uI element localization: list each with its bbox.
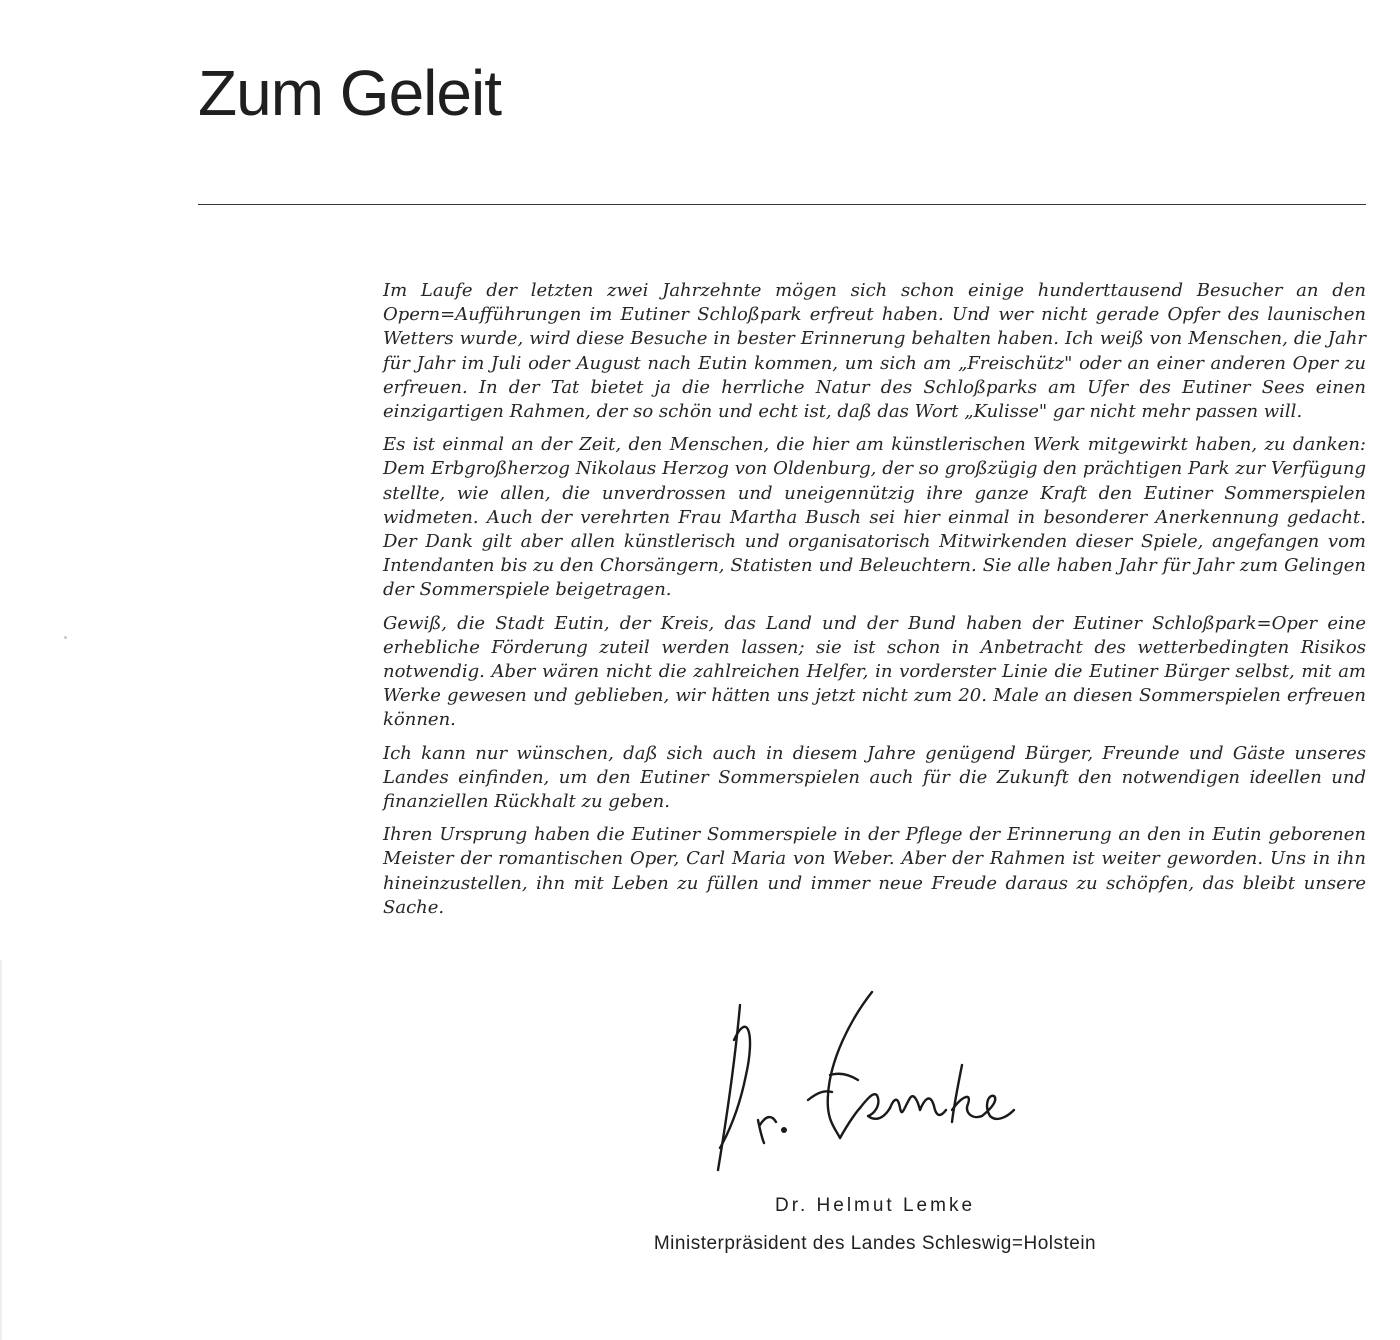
page-edge-shadow: [0, 960, 2, 1340]
author-title: Ministerpräsident des Landes Schleswig=Holstein: [653, 1233, 1097, 1254]
handwritten-signature: [700, 980, 1100, 1180]
scan-speck: [64, 636, 67, 639]
title-divider: [198, 204, 1366, 205]
paragraph: Gewiß, die Stadt Eutin, der Kreis, das Land und der Bund haben der Eutiner Schloßpark=Oper eine erhebliche Förderung zuteil werden lassen; sie ist schon in Anbetracht des wetterbedingten Risikos notwendig. Aber wären nicht die zahlreichen Helfer, in vorderster Linie die Eutiner Bürger selbst, mit am Werke gewesen und geblieben, wir hätten uns jetzt nicht zum 20. Male an diesen Sommerspielen erfreuen können.: [383, 612, 1366, 731]
page-title: Zum Geleit: [198, 57, 501, 129]
paragraph: Im Laufe der letzten zwei Jahrzehnte mögen sich schon einige hunderttausend Besucher an den Opern=Aufführungen im Eutiner Schloßpark erfreut haben. Und wer nicht gerade Opfer des launischen Wetters wurde, wird diese Besuche in bester Erinnerung behalten haben. Ich weiß von Menschen, die Jahr für Jahr im Juli oder August nach Eutin kommen, um sich am „Freischütz" oder an einer anderen Oper zu erfreuen. In der Tat bietet ja die herrliche Natur des Schloßparks am Ufer des Eutiner Sees einen einzigartigen Rahmen, der so schön und echt ist, daß das Wort „Kulisse" gar nicht mehr passen will.: [383, 280, 1366, 423]
paragraph: Ihren Ursprung haben die Eutiner Sommerspiele in der Pflege der Erinnerung an den in Eutin geborenen Meister der romantischen Oper, Carl Maria von Weber. Aber der Rahmen ist weiter geworden. Uns in ihn hineinzustellen, ihn mit Leben zu füllen und immer neue Freude daraus zu schöpfen, das bleibt unsere Sache.: [383, 824, 1366, 918]
paragraph: Es ist einmal an der Zeit, den Menschen, die hier am künstlerischen Werk mitgewirkt haben, zu danken: Dem Erbgroßherzog Nikolaus Herzog von Oldenburg, der so großzügig den prächtigen Park zur Verfügung stellte, wie allen, die unverdrossen und uneigennützig ihre ganze Kraft den Eutiner Sommerspielen widmeten. Auch der verehrten Frau Martha Busch sei hier einmal in besonderer Anerkennung gedacht. Der Dank gilt aber allen künstlerisch und organisatorisch Mitwirkenden dieser Spiele, angefangen vom Intendanten bis zu den Chorsängern, Statisten und Beleuchtern. Sie alle haben Jahr für Jahr zum Gelingen der Sommerspiele beigetragen.: [383, 434, 1366, 601]
paragraph: Ich kann nur wünschen, daß sich auch in diesem Jahre genügend Bürger, Freunde und Gäste unseres Landes einfinden, um den Eutiner Sommerspielen auch für die Zukunft den notwendigen ideellen und finanziellen Rückhalt zu geben.: [383, 742, 1366, 813]
letter-body: [383, 279, 1366, 929]
author-name: Dr. Helmut Lemke: [774, 1195, 976, 1216]
